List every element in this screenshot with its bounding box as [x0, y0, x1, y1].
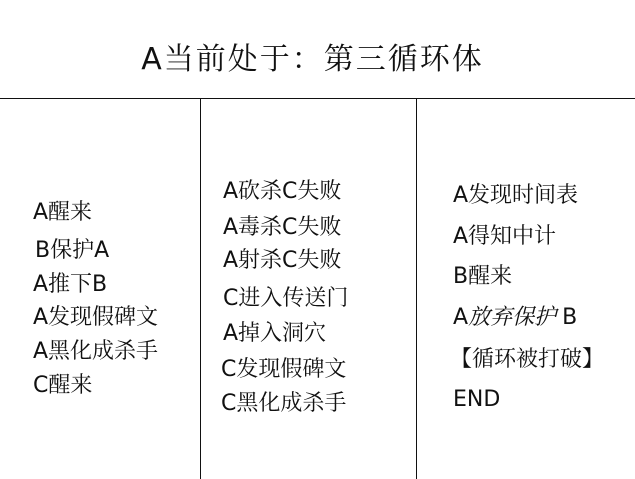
list-item: A掉入洞穴: [223, 321, 327, 346]
list-item: C发现假碑文: [221, 357, 347, 382]
list-item: C进入传送门: [223, 286, 349, 311]
list-item: A发现时间表: [453, 183, 579, 208]
list-item: B保护A: [35, 238, 110, 263]
header-divider: [0, 98, 635, 99]
list-item: B醒来: [453, 264, 513, 289]
column-divider-left: [200, 98, 201, 479]
column-divider-right: [416, 98, 417, 479]
list-item: A得知中计: [453, 224, 557, 249]
page-title: A当前处于：第三循环体: [141, 42, 484, 77]
list-item: A黑化成杀手: [33, 339, 159, 364]
list-item: A醒来: [33, 200, 93, 225]
list-item: C醒来: [33, 373, 93, 398]
list-item: A推下B: [33, 272, 108, 297]
list-item: 【循环被打破】: [450, 347, 605, 372]
list-item-italic: 放弃保护: [468, 305, 557, 330]
list-item: END: [453, 387, 501, 412]
list-item-prefix: A: [453, 305, 469, 330]
list-item: C黑化成杀手: [221, 391, 347, 416]
list-item-suffix: B: [562, 305, 578, 330]
list-item-mixed: [453, 304, 577, 332]
list-item: A发现假碑文: [33, 305, 159, 330]
list-item: A毒杀C失败: [223, 215, 342, 240]
list-item: A射杀C失败: [223, 248, 342, 273]
list-item: A砍杀C失败: [223, 179, 342, 204]
